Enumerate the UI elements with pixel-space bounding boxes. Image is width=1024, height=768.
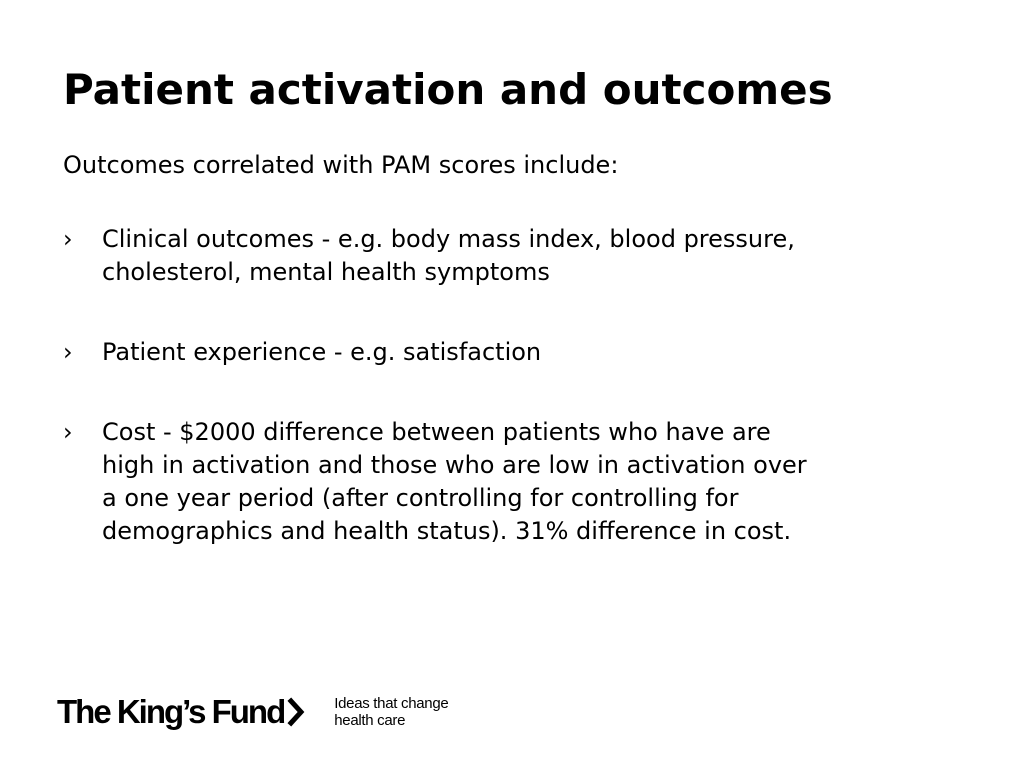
- kings-fund-logo: The King’s Fund: [57, 693, 285, 730]
- bullet-line: Clinical outcomes - e.g. body mass index, blood pressure,: [102, 225, 795, 253]
- bullet-line: high in activation and those who are low in activation over: [102, 451, 807, 479]
- tagline-line: Ideas that change: [334, 695, 449, 712]
- bullet-line: demographics and health status). 31% difference in cost.: [102, 517, 792, 545]
- tagline-line: health care: [334, 712, 406, 729]
- slide-title: Patient activation and outcomes: [63, 65, 833, 114]
- bullet-text: [102, 223, 963, 289]
- bullet-line: Cost - $2000 difference between patients who have are: [102, 418, 771, 446]
- intro-text: Outcomes correlated with PAM scores include:: [63, 151, 619, 179]
- bullet-text: [102, 336, 963, 369]
- footer-branding: [57, 690, 448, 734]
- bullet-clinical-outcomes: [63, 223, 963, 289]
- bullet-marker-icon: ›: [63, 338, 73, 366]
- bullet-line: Patient experience - e.g. satisfaction: [102, 338, 542, 366]
- bullet-patient-experience: [63, 336, 963, 369]
- bullet-line: cholesterol, mental health symptoms: [102, 258, 550, 286]
- bullet-line: a one year period (after controlling for controlling for: [102, 484, 739, 512]
- bullet-text: [102, 416, 963, 548]
- chevron-right-icon: [286, 692, 306, 732]
- bullet-marker-icon: ›: [63, 225, 73, 253]
- bullet-cost: [63, 416, 963, 548]
- bullet-marker-icon: ›: [63, 418, 73, 446]
- logo-tagline: [334, 695, 448, 729]
